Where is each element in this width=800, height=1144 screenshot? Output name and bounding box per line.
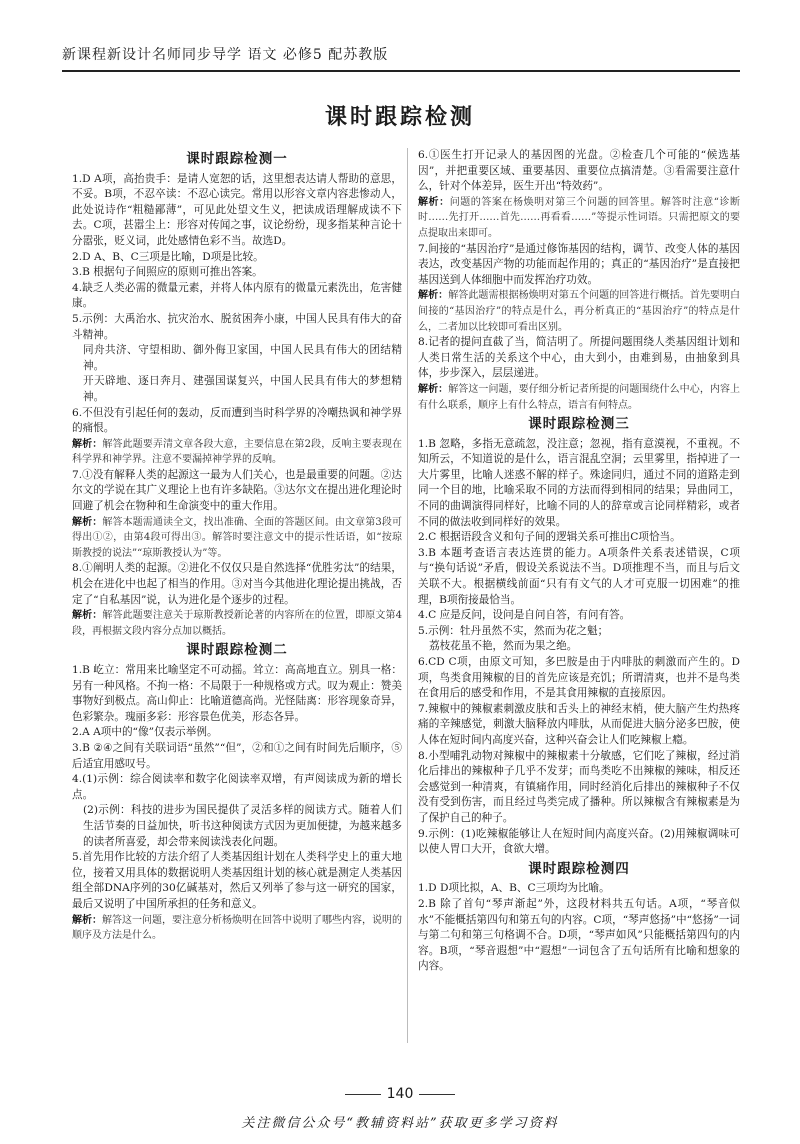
answer-item: 2.A A项中的“像”仅表示举例。 <box>72 726 218 739</box>
answer-item: 1.B 屹立：常用来比喻坚定不可动摇。耸立：高高地直立。别具一格：另有一种风格。不拘一格：不局限于一种规格或方式。叹为观止：赞美事物好到极点。高山仰止：比喻道德高尚。光怪陆离：形容现象奇异，色彩繁杂。瑰丽多彩：形容景色优美，形态各异。 <box>72 664 402 723</box>
analysis-text: 解答本题需通读全文，找出准确、全面的答题区间。由文章第3段可得出①②，由第4段可得出③。解答时要注意文中的提示性话语，如“按琼斯教授的说法”“琼斯教授认为”等。 <box>72 516 402 559</box>
column-divider <box>407 148 408 1043</box>
running-header: 新课程新设计名师同步导学 语文 必修5 配苏教版 <box>62 44 740 72</box>
answer-item: 1.D D项比拟，A、B、C三项均为比喻。 <box>418 882 610 895</box>
analysis-label: 解析： <box>72 610 103 622</box>
page-number <box>0 1086 800 1102</box>
analysis-text: 解答此题要注意关于琼斯教授新论著的内容所在的位置，即原文第4段，再根据文段内容分点加以概括。 <box>72 610 402 637</box>
answer-item: 9.示例：(1)吃辣椒能够让人在短时间内高度兴奋。(2)用辣椒调味可以使人胃口大开，食欲大增。 <box>418 827 740 856</box>
answer-item: 4.C 应是反问，设问是自问自答，有问有答。 <box>418 609 631 622</box>
analysis-note <box>418 288 740 335</box>
analysis-label: 解析： <box>72 914 102 926</box>
analysis-label: 解析： <box>418 383 449 395</box>
answer-item-continued: 荔枝花虽不艳，然而为果之绝。 <box>429 640 578 653</box>
analysis-label: 解析： <box>418 290 449 302</box>
footer-note: 关注微信公众号“教辅资料站”获取更多学习资料 <box>241 1116 559 1131</box>
answer-item-continued: 同舟共济、守望相助、御外侮卫家国，中国人民具有伟大的团结精神。 <box>83 344 402 372</box>
page-title: 课时跟踪检测 <box>324 105 475 130</box>
section-title-3: 课时跟踪检测三 <box>528 416 630 433</box>
analysis-note <box>72 608 402 639</box>
analysis-text: 解答此题需根据杨焕明对第五个问题的回答进行概括。首先要明白间接的“基因治疗”的特点是什么，再分析真正的“基因治疗”的特点是什么，二者加以比较即可看出区别。 <box>418 290 741 333</box>
analysis-note <box>72 515 402 562</box>
analysis-note <box>72 437 402 468</box>
answer-item: 8.记者的提问直截了当，简洁明了。所提问题围绕人类基因组计划和人类日常生活的关系这个中心，由大到小，由难到易，由抽象到具体，步步深入，层层递进。 <box>418 336 740 380</box>
analysis-text: 解答这一问题，要仔细分析记者所提的问题围绕什么中心，内容上有什么联系，顺序上有什么特点，语言有何特点。 <box>418 383 741 411</box>
answer-item: 6.①医生打开记录人的基因图的光盘。②检查几个可能的“候选基因”，并把重要区域、重要基因、重要位点搞清楚。③看需要注意什么，针对个体差异，医生开出“特效药”。 <box>418 149 740 193</box>
right-column <box>418 148 740 975</box>
header-divider <box>62 71 740 72</box>
answer-item: 2.C 根据语段含义和句子间的逻辑关系可推出C项恰当。 <box>418 531 681 544</box>
answer-item: 7.辣椒中的辣椒素刺激皮肤和舌头上的神经末梢，使大脑产生灼热疼痛的辛辣感觉，刺激大脑释放内啡肽，从而促进大脑分泌多巴胺，使人体在短时间内高度兴奋，这种兴奋会让人们吃辣椒上瘾。 <box>418 702 740 746</box>
analysis-note <box>418 195 740 242</box>
answer-item: 7.间接的“基因治疗”是通过修饰基因的结构，调节、改变人体的基因表达，改变基因产物的功能而起作用的；真正的“基因治疗”是直接把基因送到人体细胞中而发挥治疗功效。 <box>418 242 740 286</box>
answer-item: 6.不但没有引起任何的轰动，反而遭到当时科学界的冷嘲热讽和神学界的痛恨。 <box>72 406 402 435</box>
answer-item: 3.B 本题考查语言表达连贯的能力。A项条件关系表述错误，C项与“换句话说”矛盾，假设关系说法不当。D项推理不当，而且与后文关联不大。根据横线前面“只有有文气的人才可克服一切困难”的推理，B项衔接最恰当。 <box>418 546 740 606</box>
answer-item: 4.(1)示例：综合阅读率和数字化阅读率双增，有声阅读成为新的增长点。 <box>72 773 402 801</box>
answer-item: 2.D A、B、C三项是比喻，D项是比较。 <box>72 250 264 263</box>
answer-item: 2.B 除了首句“琴声渐起”外，这段材料共五句话。A项，“琴音似水”不能概括第四句和第五句的内容。C项，“琴声悠扬”中“悠扬”一词与第二句和第三句格调不合。D项，“琴声如风”只能概括第四句的内容。B项，“琴音遐想”中“遐想”一词包含了五句话所有比喻和想象的内容。 <box>418 897 740 973</box>
answer-item: 7.①没有解释人类的起源这一最为人们关心，也是最重要的问题。②达尔文的学说在其广义理论上也有许多缺陷。③达尔文在提出进化理论时回避了机会在物种和生命演变中的重大作用。 <box>72 468 402 513</box>
answer-item: 8.小型哺乳动物对辣椒中的辣椒素十分敏感，它们吃了辣椒，经过消化后排出的辣椒种子几乎不发芽；而鸟类吃不出辣椒的辣味，相反还会感觉到一种清爽，有镇痛作用，同时经消化后排出的辣椒种子不仅没有受到伤害，而且经过鸟类完成了播种。所以辣椒含有辣椒素是为了保护自己的种子。 <box>418 749 740 824</box>
analysis-label: 解析： <box>72 516 103 528</box>
analysis-note <box>418 382 740 413</box>
analysis-note <box>72 913 402 944</box>
section-title-4: 课时跟踪检测四 <box>528 860 630 877</box>
answer-item-continued: 开天辟地、逐日奔月、建强国谋复兴，中国人民具有伟大的梦想精神。 <box>83 375 402 403</box>
answer-item: 3.B 根据句子间照应的原则可推出答案。 <box>72 266 263 279</box>
left-column <box>72 148 402 944</box>
answer-item: 5.示例：牡丹虽然不实，然而为花之魁； <box>418 624 609 637</box>
page-number-dash-left <box>345 1094 381 1095</box>
analysis-text: 问题的答案在杨焕明对第三个问题的回答里。解答时注意“诊断时……先打开……首先……再看看……”等提示性词语。只需把原文的要点提取出来即可。 <box>418 196 740 239</box>
analysis-label: 解析： <box>418 196 450 208</box>
answer-item-continued: (2)示例：科技的进步为国民提供了灵活多样的阅读方式。随着人们生活节奏的日益加快，听书这种阅读方式因为更加便捷，为越来越多的读者所喜爱，却会带来阅读浅表化问题。 <box>83 804 402 848</box>
answer-item: 3.B ②④之间有关联词语“虽然”“但”，②和①之间有时间先后顺序，⑤后适宜用感叹号。 <box>72 741 402 770</box>
answer-item: 4.缺乏人类必需的微量元素，并将人体内原有的微量元素洗出，危害健康。 <box>72 281 402 310</box>
section-title-1: 课时跟踪检测一 <box>186 151 288 167</box>
answer-item: 5.首先用作比较的方法介绍了人类基因组计划在人类科学史上的重大地位，接着又用具体的数据说明人类基因组计划的核心就是测定人类基因组全部DNA序列的30亿碱基对，然后又列举了参与这一研究的国家，最后又说明了中国所承担的任务和意义。 <box>72 851 402 910</box>
answer-item: 5.示例：大禹治水、抗灾治水、脱贫困奔小康，中国人民具有伟大的奋斗精神。 <box>72 312 402 341</box>
section-title-2: 课时跟踪检测二 <box>186 642 288 659</box>
analysis-label: 解析： <box>72 438 103 450</box>
page-number-dash-right <box>419 1094 455 1095</box>
analysis-text: 解答这一问题，要注意分析杨焕明在回答中说明了哪些内容，说明的顺序及方法是什么。 <box>72 914 402 942</box>
answer-item: 1.B 忽略，多指无意疏忽，没注意；忽视，指有意漠视，不重视。不知所云，不知道说的是什么，语言混乱空洞；云里雾里，指掉进了一大片雾里，比喻人迷惑不解的样子。殊途同归，通过不同的道路走到同一个目的地，比喻采取不同的方法而得到相同的结果；异曲同工，不同的曲调演得同样好，比喻不同的人的辞章或言论同样精彩，或者不同的做法收到同样好的效果。 <box>418 437 740 528</box>
answer-item: 8.①阐明人类的起源。②进化不仅仅只是自然选择“优胜劣汰”的结果，机会在进化中也起了相当的作用。③对当今其他进化理论提出挑战，否定了“自私基因”说，认为进化是个逐步的过程。 <box>72 562 402 606</box>
analysis-text: 解答此题要弄清文章各段大意，主要信息在第2段，反响主要表现在科学界和神学界。注意不要漏掉神学界的反响。 <box>72 438 402 466</box>
answer-item: 6.CD C项，由原文可知，多巴胺是由于内啡肽的刺激而产生的。D项，鸟类食用辣椒的目的首先应该是充饥；所谓清爽，也并不是鸟类在食用后的感受和作用，不是其食用辣椒的直接原因。 <box>418 656 740 700</box>
page-number-text: 140 <box>386 1086 414 1102</box>
answer-item: 1.D A项，高抬贵手：是请人宽恕的话，这里想表达请人帮助的意思，不妥。B项，不忍卒读：不忍心读完。常用以形容文章内容悲惨动人，此处说诗作“粗糙鄙薄”，可见此处望文生义，把读成语理解成读不下去。C项，甚嚣尘上：形容对传闻之事，议论纷纷，现多指某种言论十分嚣张，贬义词，此处感情色彩不当。故选D。 <box>72 172 402 247</box>
